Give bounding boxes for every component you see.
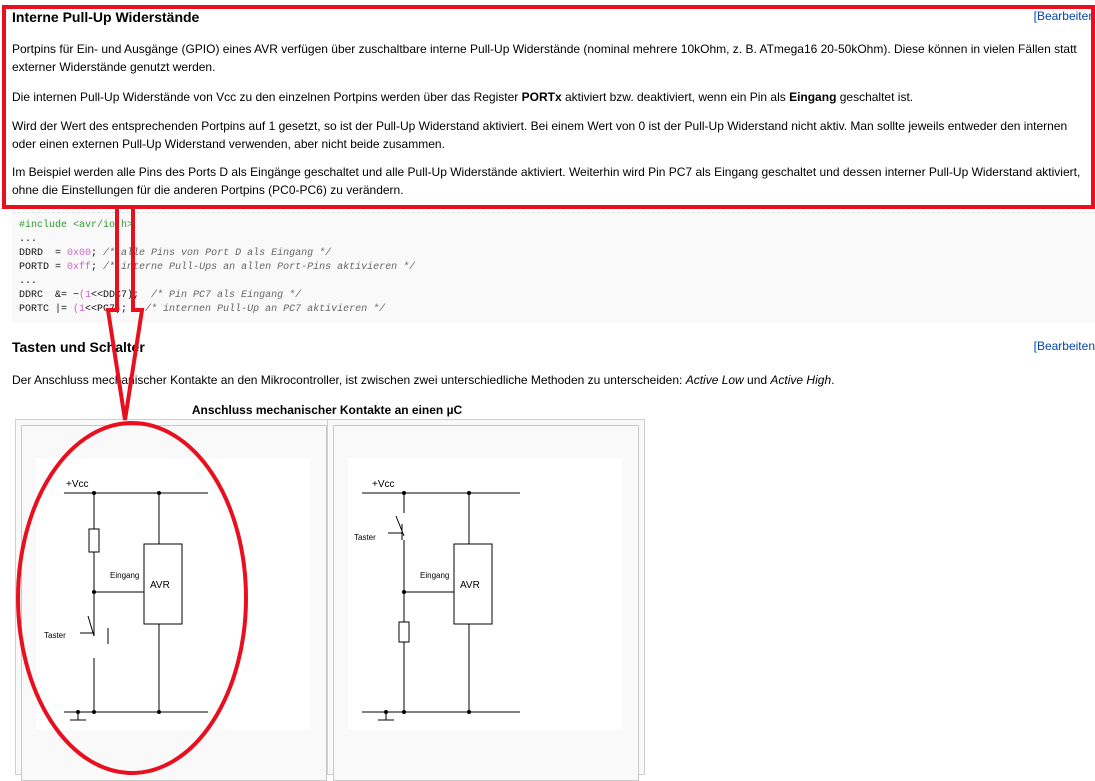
code-line-ddrd: DDRD =: [19, 248, 68, 259]
paragraph-1: Portpins für Ein- und Ausgänge (GPIO) eines AVR verfügen über zuschaltbare interne Pull-Up Widerstände (nominal mehrere 10kOhm, z. B. ATmega16 20-50kOhm). Diese können in vielen Fällen statt externer Widerstände genutzt werden.: [12, 42, 1077, 74]
code-comment: /* interne Pull-Ups an allen Port-Pins aktivieren */: [103, 262, 416, 273]
label-taster: Taster: [44, 631, 66, 640]
paragraph-2-text-e: geschaltet ist.: [836, 90, 914, 104]
paragraph-tasten-text-c: und: [743, 373, 771, 387]
code-comment: /* Pin PC7 als Eingang */: [151, 290, 302, 301]
term-eingang: Eingang: [789, 90, 837, 104]
code-line-ellipsis-1: ...: [19, 234, 38, 245]
figure-caption: Anschluss mechanischer Kontakte an einen µC: [191, 403, 463, 417]
schematic-active-low: [36, 458, 310, 730]
code-punct: <<PC7);: [85, 304, 146, 315]
term-active-high: Active High: [770, 373, 832, 387]
paragraph-2-text-c: aktiviert bzw. deaktiviert, wenn ein Pin als: [561, 90, 790, 104]
paragraph-tasten-text-a: Der Anschluss mechanischer Kontakte an den Mikrocontroller, ist zwischen zwei unterschiedliche Methoden zu unterscheiden:: [12, 373, 686, 387]
term-active-low: Active Low: [685, 373, 744, 387]
paragraph-3: Wird der Wert des entsprechenden Portpins auf 1 gesetzt, so ist der Pull-Up Widerstand aktiviert. Bei einem Wert von 0 ist der Pull-Up Widerstand nicht aktiv. Man sollte jeweils entweder den internen oder einen externen Pull-Up Widerstand verwenden, aber nicht beide zusammen.: [12, 119, 1068, 151]
edit-link-pullup[interactable]: [Bearbeiten: [1033, 9, 1095, 23]
code-line-ellipsis-2: ...: [19, 276, 38, 287]
figure-panel-active-low: [15, 419, 333, 775]
code-punct: ;: [91, 262, 104, 273]
code-line-ddrc: DDRC &= ~: [19, 290, 80, 301]
section-heading-pullup: Interne Pull-Up Widerstände: [12, 9, 200, 25]
label-taster: Taster: [354, 533, 376, 542]
paragraph-2-text-a: Die internen Pull-Up Widerstände von Vcc zu den einzelnen Portpins werden über das Register: [12, 90, 522, 104]
code-number: (1: [79, 290, 92, 301]
paragraph-4: Im Beispiel werden alle Pins des Ports D als Eingänge geschaltet und alle Pull-Up Widerstände aktiviert. Weiterhin wird Pin PC7 als Eingang geschaltet und dessen interner Pull-Up Widerstand aktiviert, ohne die Einstellungen für die anderen Portpins (PC0-PC6) zu verändern.: [12, 165, 1081, 197]
figure-panel-active-high: [327, 419, 645, 775]
code-number: 0x00: [67, 248, 92, 259]
label-eingang: Eingang: [420, 571, 450, 580]
code-punct: <<DDC7);: [91, 290, 152, 301]
figure-frame-active-low: [21, 425, 327, 781]
code-punct: ;: [91, 248, 104, 259]
paragraph-tasten-text-e: .: [831, 373, 835, 387]
code-block: [12, 212, 1095, 323]
code-comment: /* alle Pins von Port D als Eingang */: [103, 248, 332, 259]
paragraph-tasten: [12, 371, 1090, 389]
figure-frame-active-high: [333, 425, 639, 781]
code-line-portd: PORTD =: [19, 262, 68, 273]
code-line-portc: PORTC |=: [19, 304, 74, 315]
code-comment: /* internen Pull-Up an PC7 aktivieren */: [145, 304, 386, 315]
label-vcc: +Vcc: [372, 479, 395, 490]
label-avr: AVR: [150, 580, 170, 591]
code-text: [12, 213, 1095, 317]
paragraph-2: [12, 88, 1090, 106]
edit-link-tasten[interactable]: [Bearbeiten: [1033, 339, 1095, 353]
section-heading-tasten: Tasten und Schalter: [12, 339, 145, 355]
label-avr: AVR: [460, 580, 480, 591]
register-portx: PORTx: [521, 90, 562, 104]
code-line-include: #include <avr/io.h>: [19, 220, 134, 231]
schematic-active-high: [348, 458, 622, 730]
code-number: (1: [73, 304, 86, 315]
code-number: 0xff: [67, 262, 92, 273]
label-eingang: Eingang: [110, 571, 140, 580]
label-vcc: +Vcc: [66, 479, 89, 490]
